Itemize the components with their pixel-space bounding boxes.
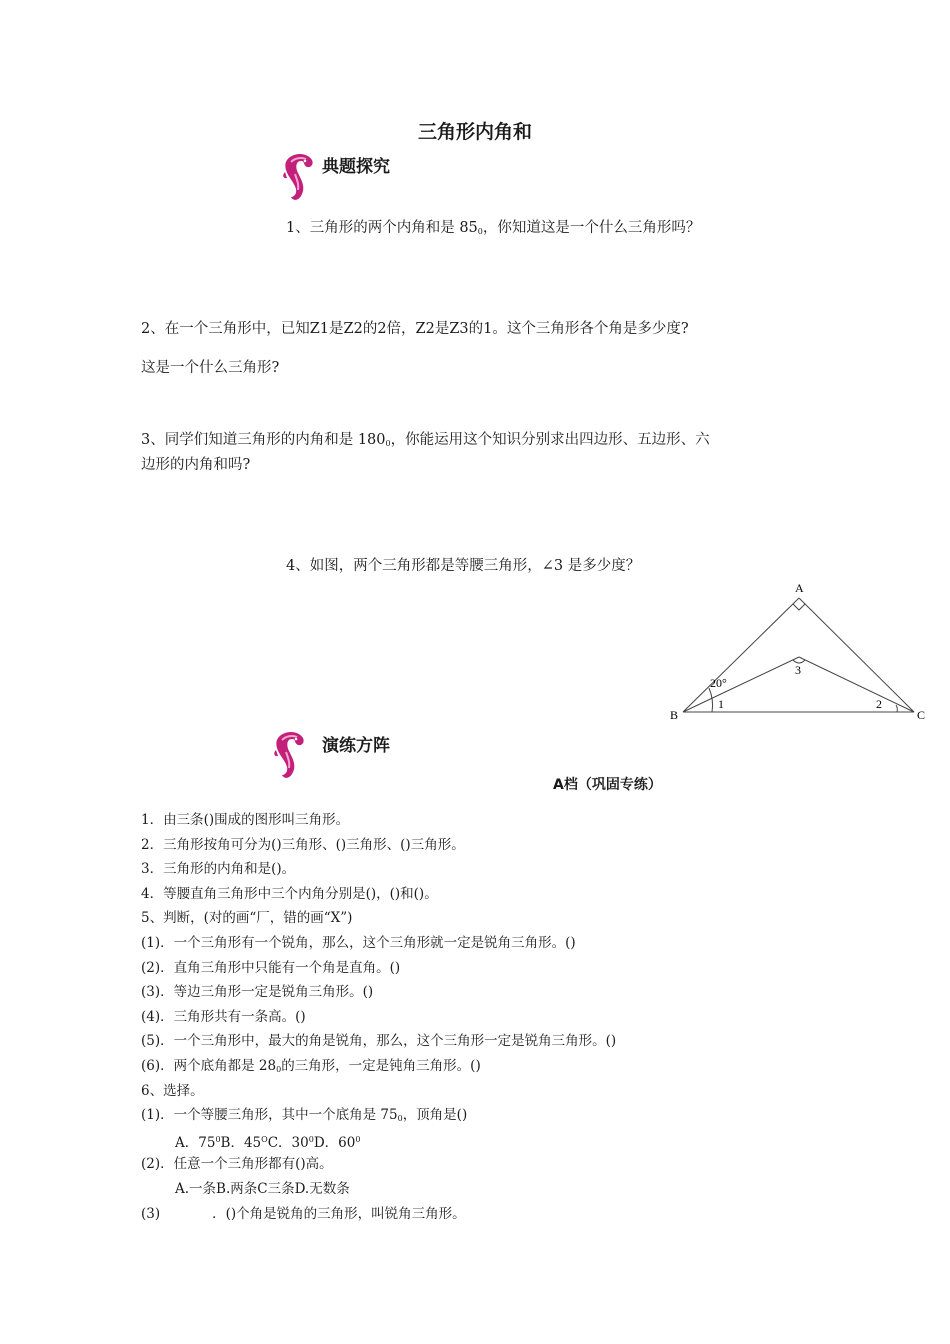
judge-6-text: (6)．两个底角都是 28 [141, 1057, 277, 1074]
section-subheading: A档（巩固专练） [553, 777, 662, 793]
q1-degree: 0 [477, 227, 483, 236]
judge-2: (2)．直角三角形中只能有一个角是直角。() [141, 959, 401, 976]
option-c-degree: 0 [308, 1134, 314, 1144]
line-b-inner [683, 657, 799, 712]
judge-1: (1)．一个三角形有一个锐角，那么，这个三角形就一定是锐角三角形。() [141, 934, 576, 951]
choice-3 [141, 1202, 616, 1227]
question-2-line1: 2、在一个三角形中，已知Z1是Z2的2倍，Z2是Z3的1。这个三角形各个角是多少度? [141, 321, 689, 337]
q3-degree: 0 [385, 439, 391, 448]
triangle-figure [668, 576, 930, 726]
option-b-degree: O [261, 1134, 268, 1144]
exercise-6: 6、选择。 [141, 1082, 204, 1099]
question-2-line2: 这是一个什么三角形? [141, 360, 280, 376]
option-a-degree: 0 [215, 1134, 221, 1144]
dolphin-icon [281, 150, 317, 206]
question-1 [286, 218, 700, 242]
line-ac [799, 598, 914, 712]
choice-1 [141, 1103, 616, 1128]
page-title: 三角形内角和 [417, 121, 532, 143]
option-a: A．75 [175, 1134, 216, 1151]
choice-1-text-end: ，顶角是() [402, 1107, 468, 1124]
q1-text-end: ，你知道这是一个什么三角形吗？ [482, 220, 701, 236]
choice-3-text: ．()个角是锐角的三角形，叫锐角三角形。 [212, 1205, 466, 1222]
q3-text-end: ，你能运用这个知识分别求出四边形、五边形、六 [390, 432, 710, 448]
choice-1-degree: 0 [397, 1114, 403, 1124]
option-d-degree: 0 [355, 1134, 361, 1144]
question-3-line2: 边形的内角和吗? [141, 457, 251, 473]
label-angle-2: 2 [876, 697, 882, 711]
choice-3-number: (3) [141, 1205, 161, 1222]
judge-6-degree: 0 [276, 1064, 282, 1074]
option-b: B．45 [220, 1134, 262, 1151]
line-inner-c [799, 657, 914, 712]
angle-arc-b [709, 688, 713, 712]
exercise-3: 3．三角形的内角和是()。 [141, 861, 296, 878]
exercise-4: 4．等腰直角三角形中三个内角分别是()，()和()。 [141, 885, 438, 902]
label-angle-3: 3 [795, 663, 801, 677]
dolphin-icon [272, 728, 308, 784]
question-4: 4、如图，两个三角形都是等腰三角形，∠3 是多少度？ [286, 558, 641, 574]
choice-2: (2)．任意一个三角形都有()高。 [141, 1156, 333, 1173]
question-3-line1 [141, 430, 710, 454]
angle-2-arc [896, 705, 897, 712]
line-ba [683, 598, 799, 712]
choice-2-options: A.一条B.两条C三条D.无数条 [175, 1180, 350, 1197]
section-heading-dianti: 典题探究 [322, 157, 390, 177]
section-heading-yanlian: 演练方阵 [322, 736, 390, 756]
option-c: C．30 [267, 1134, 309, 1151]
exercise-2: 2．三角形按角可分为()三角形、()三角形、()三角形。 [141, 836, 465, 853]
label-angle-1: 1 [718, 697, 724, 711]
choice-1-options [141, 1128, 616, 1153]
right-angle-mark-a [793, 604, 805, 610]
exercise-list [141, 808, 616, 1226]
judge-4: (4)．三角形共有一条高。() [141, 1008, 306, 1025]
label-b: B [670, 708, 679, 722]
q1-text: 1、三角形的两个内角和是 85 [286, 220, 478, 236]
judge-3: (3)．等边三角形一定是锐角三角形。() [141, 984, 374, 1001]
exercise-5: 5、判断，(对的画“厂，错的画“X”) [141, 910, 353, 927]
option-d: D．60 [313, 1134, 356, 1151]
q3-text: 3、同学们知道三角形的内角和是 180 [141, 432, 386, 448]
label-c: C [917, 708, 926, 722]
judge-6-text-end: 的三角形，一定是钝角三角形。() [281, 1057, 481, 1074]
judge-6 [141, 1054, 616, 1079]
label-a: A [795, 581, 804, 595]
exercise-1: 1．由三条()围成的图形叫三角形。 [141, 812, 350, 828]
judge-5: (5)．一个三角形中，最大的角是锐角，那么，这个三角形一定是锐角三角形。() [141, 1033, 617, 1050]
label-angle-20: 20° [710, 676, 727, 690]
choice-1-text: (1)．一个等腰三角形，其中一个底角是 75 [141, 1107, 398, 1124]
